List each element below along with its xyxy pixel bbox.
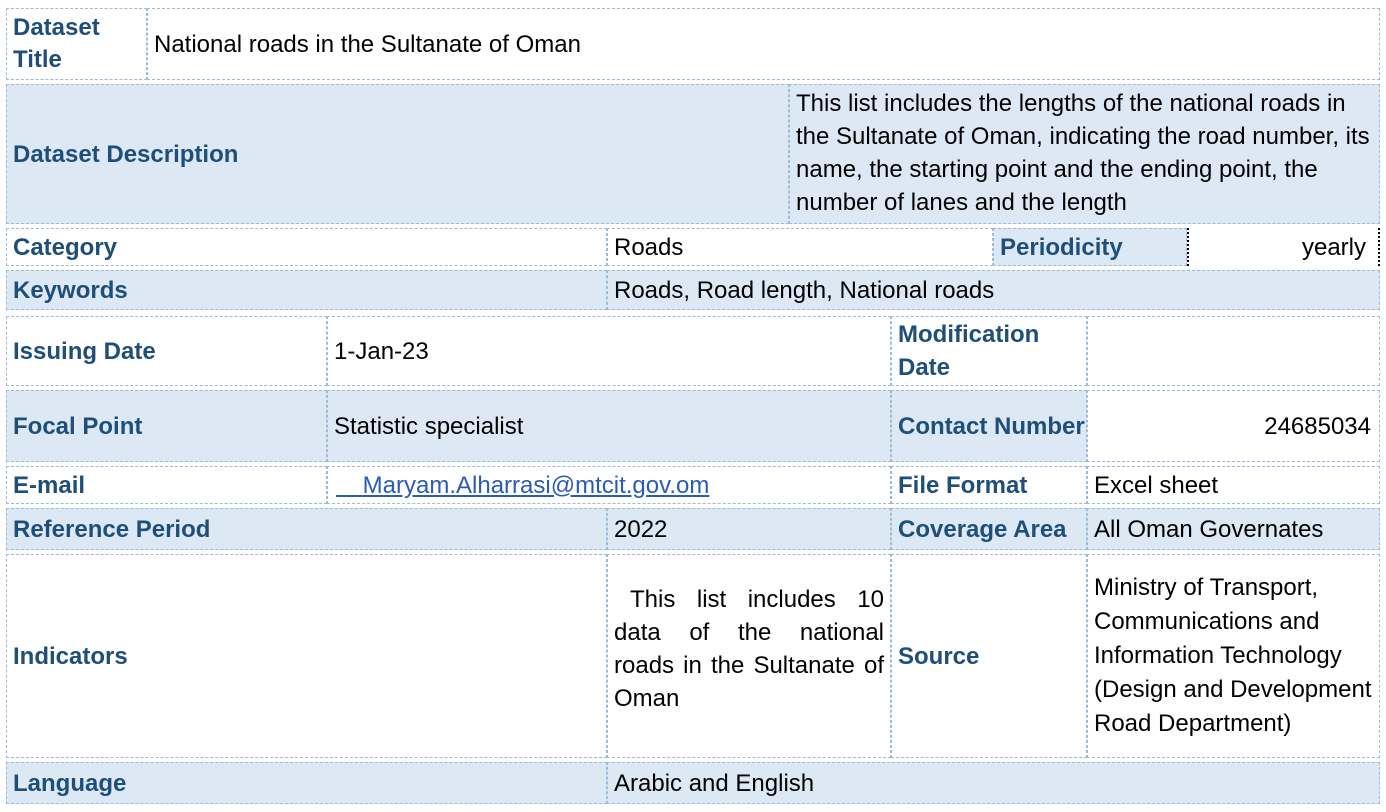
email-cell <box>327 466 891 504</box>
dataset-title-label: Dataset Title <box>6 8 147 80</box>
language-value: Arabic and English <box>607 762 1380 804</box>
indicators-cell <box>607 554 891 758</box>
email-link-underline-lead[interactable] <box>336 469 363 502</box>
email-link[interactable]: Maryam.Alharrasi@mtcit.gov.om <box>362 471 710 499</box>
keywords-label: Keywords <box>6 270 607 310</box>
email-label: E-mail <box>6 466 327 504</box>
coverage-area-label: Coverage Area <box>891 508 1087 550</box>
reference-period-value: 2022 <box>607 508 891 550</box>
modification-date-value <box>1087 316 1380 386</box>
focal-point-label: Focal Point <box>6 390 327 462</box>
periodicity-value: yearly <box>1187 228 1380 266</box>
indicators-label: Indicators <box>6 554 607 758</box>
source-value: Ministry of Transport, Communications and Information Technology (Design and Development Road Department) <box>1087 554 1380 758</box>
keywords-value: Roads, Road length, National roads <box>607 270 1380 310</box>
periodicity-label: Periodicity <box>993 228 1187 266</box>
issuing-date-label: Issuing Date <box>6 316 327 386</box>
indicators-value: This list includes 10 data of the national roads in the Sultanate of Oman <box>614 586 884 712</box>
dataset-description-value: This list includes the lengths of the national roads in the Sultanate of Oman, indicating the road number, its name, the starting point and the ending point, the number of lanes and the length <box>789 84 1380 224</box>
dataset-description-label: Dataset Description <box>6 84 789 224</box>
source-label: Source <box>891 554 1087 758</box>
coverage-area-value: All Oman Governates <box>1087 508 1380 550</box>
modification-date-label: Modification Date <box>891 316 1087 386</box>
file-format-value: Excel sheet <box>1087 466 1380 504</box>
reference-period-label: Reference Period <box>6 508 607 550</box>
dataset-title-value: National roads in the Sultanate of Oman <box>147 8 1380 80</box>
file-format-label: File Format <box>891 466 1087 504</box>
contact-number-value: 24685034 <box>1087 390 1380 462</box>
issuing-date-value: 1-Jan-23 <box>327 316 891 386</box>
language-label: Language <box>6 762 607 804</box>
category-value: Roads <box>607 228 993 266</box>
category-label: Category <box>6 228 607 266</box>
contact-number-label: Contact Number <box>891 390 1087 462</box>
focal-point-value: Statistic specialist <box>327 390 891 462</box>
